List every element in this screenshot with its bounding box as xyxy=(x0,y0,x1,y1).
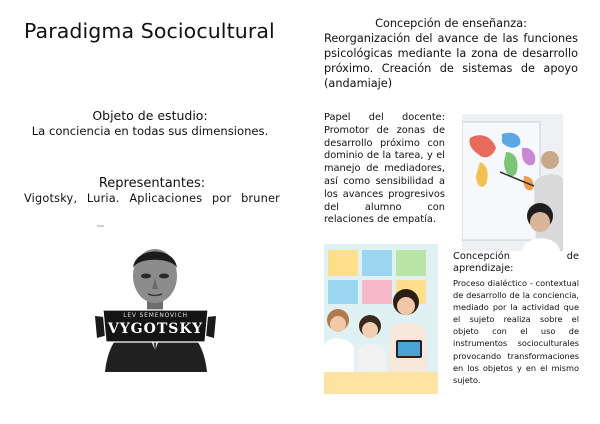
banner-subtitle: LEV SEMENOVICH xyxy=(123,312,188,319)
representantes-body: Vigotsky, Luria. Aplicaciones por bruner xyxy=(24,192,280,205)
aprendizaje-body: Proceso dialéctico - contextual de desarrollo de la conciencia, mediado por la actividad que el sujeto realiza sobre el objeto con el uso de instrumentos socioculturales provocando transformaciones en los objetos y en el mismo sujeto. xyxy=(453,278,579,385)
representantes-heading: Representantes: xyxy=(98,176,206,191)
objeto-heading: Objeto de estudio: xyxy=(92,108,208,123)
classroom-illustration xyxy=(324,244,438,394)
teacher-map-illustration xyxy=(462,114,563,251)
docente-text: Papel del docente: Promotor de zonas de desarrollo próximo con dominio de la tarea, y el manejo de mediadores, así como sensibilidad a los avances progresivos del alumno con relaciones de empatía. xyxy=(324,112,445,226)
decorative-mark xyxy=(97,225,104,227)
aprendizaje-heading: Concepción de aprendizaje: xyxy=(453,251,579,274)
portrait-illustration xyxy=(93,232,218,372)
banner-name: VYGOTSKY xyxy=(107,321,204,337)
vygotsky-portrait-image xyxy=(93,232,218,372)
ensenanza-heading: Concepción de enseñanza: xyxy=(375,17,527,30)
page-title: Paradigma Sociocultural xyxy=(24,19,275,43)
objeto-body: La conciencia en todas sus dimensiones. xyxy=(31,124,269,138)
teacher-map-photo xyxy=(462,114,563,251)
classroom-photo xyxy=(324,244,438,394)
ensenanza-body: Reorganización del avance de las funciones psicológicas mediante la zona de desarrollo próximo. Creación de sistemas de apoyo (andamiaje) xyxy=(324,32,578,90)
